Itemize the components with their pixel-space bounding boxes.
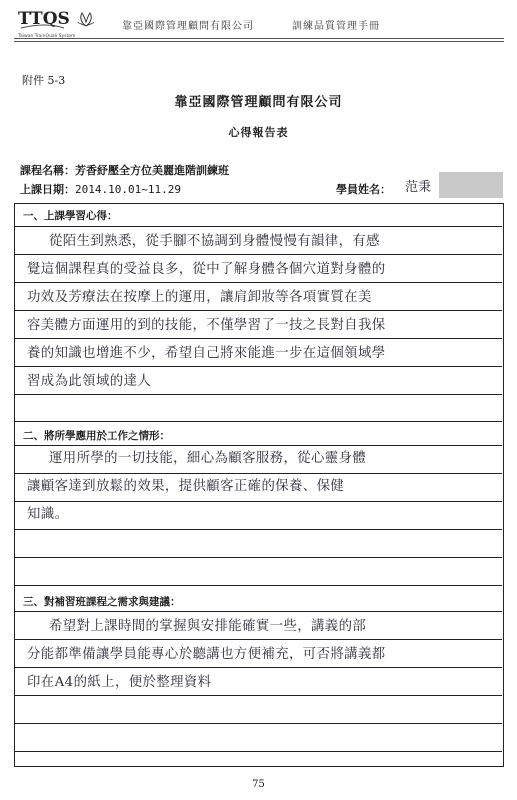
- handwritten-line: 覺這個課程真的受益良多，從中了解身體各個穴道對身體的: [27, 262, 386, 277]
- handwritten-line: 分能都準備讓學員能專心於聽講也方便補充，可否將講義都: [27, 647, 386, 662]
- header-divider-2: [14, 41, 504, 42]
- section-3-title: 三、對補習班課程之需求與建議：: [23, 596, 181, 608]
- handwritten-line: 容美體方面運用的到的技能，不僅學習了一技之長對自我保: [27, 318, 386, 333]
- dates-field: [20, 181, 181, 197]
- section-1-title: 一、上課學習心得：: [23, 210, 118, 222]
- name-redaction: [439, 172, 503, 198]
- header-divider: [14, 38, 504, 39]
- dates-label: 上課日期：: [20, 183, 75, 196]
- org-title: 靠亞國際管理顧問有限公司: [174, 95, 343, 110]
- course-label: 課程名稱：: [20, 164, 75, 177]
- student-label: 學員姓名：: [336, 183, 391, 196]
- handwritten-line: 希望對上課時間的掌握與安排能確實一些，講義的部: [49, 619, 367, 634]
- student-name-handwritten: 范秉: [405, 180, 432, 195]
- appendix-label: 附件 5-3: [22, 74, 66, 87]
- handwritten-line: 從陌生到熟悉，從手腳不協調到身體慢慢有韻律，有感: [49, 234, 380, 249]
- section-1-body: [27, 228, 497, 396]
- header-company: 靠亞國際管理顧問有限公司: [122, 21, 254, 32]
- handwritten-line: 讓顧客達到放鬆的效果，提供顧客正確的保養、保健: [27, 479, 345, 494]
- course-field: [20, 162, 229, 178]
- rule: [15, 226, 502, 227]
- section-2-title: 二、將所學應用於工作之情形：: [23, 430, 170, 442]
- handwritten-line: 運用所學的一切技能，細心為顧客服務，從心靈身體: [49, 451, 367, 466]
- lotus-logo-icon: [78, 13, 94, 26]
- ttqs-logo-text: TTQS: [18, 9, 70, 29]
- section-2-body: [27, 445, 497, 529]
- dates-value: 2014.10.01~11.29: [75, 183, 181, 196]
- section-3-body: [27, 613, 497, 697]
- handwritten-line: 知識。: [27, 507, 69, 522]
- section-divider: [15, 421, 502, 422]
- ttqs-logo-subtext: Taiwan TrainQuali System: [18, 34, 76, 39]
- handwritten-line: 功效及芳療法在按摩上的運用，讓肩卸妝等各項實質在美: [27, 290, 372, 305]
- header-manual: 訓練品質管理手冊: [292, 21, 380, 32]
- handwritten-line: 習成為此領域的達人: [27, 374, 152, 389]
- form-title: 心得報告表: [228, 126, 289, 139]
- handwritten-line: 印在A4的紙上，便於整理資料: [27, 675, 212, 690]
- page-number: 75: [252, 779, 265, 790]
- section-divider: [15, 585, 502, 586]
- course-value: 芳香紓壓全方位美麗進階訓練班: [75, 164, 229, 177]
- report-form: [14, 203, 504, 767]
- handwritten-line: 養的知識也增進不少，希望自己將來能進一步在這個領域學: [27, 346, 386, 361]
